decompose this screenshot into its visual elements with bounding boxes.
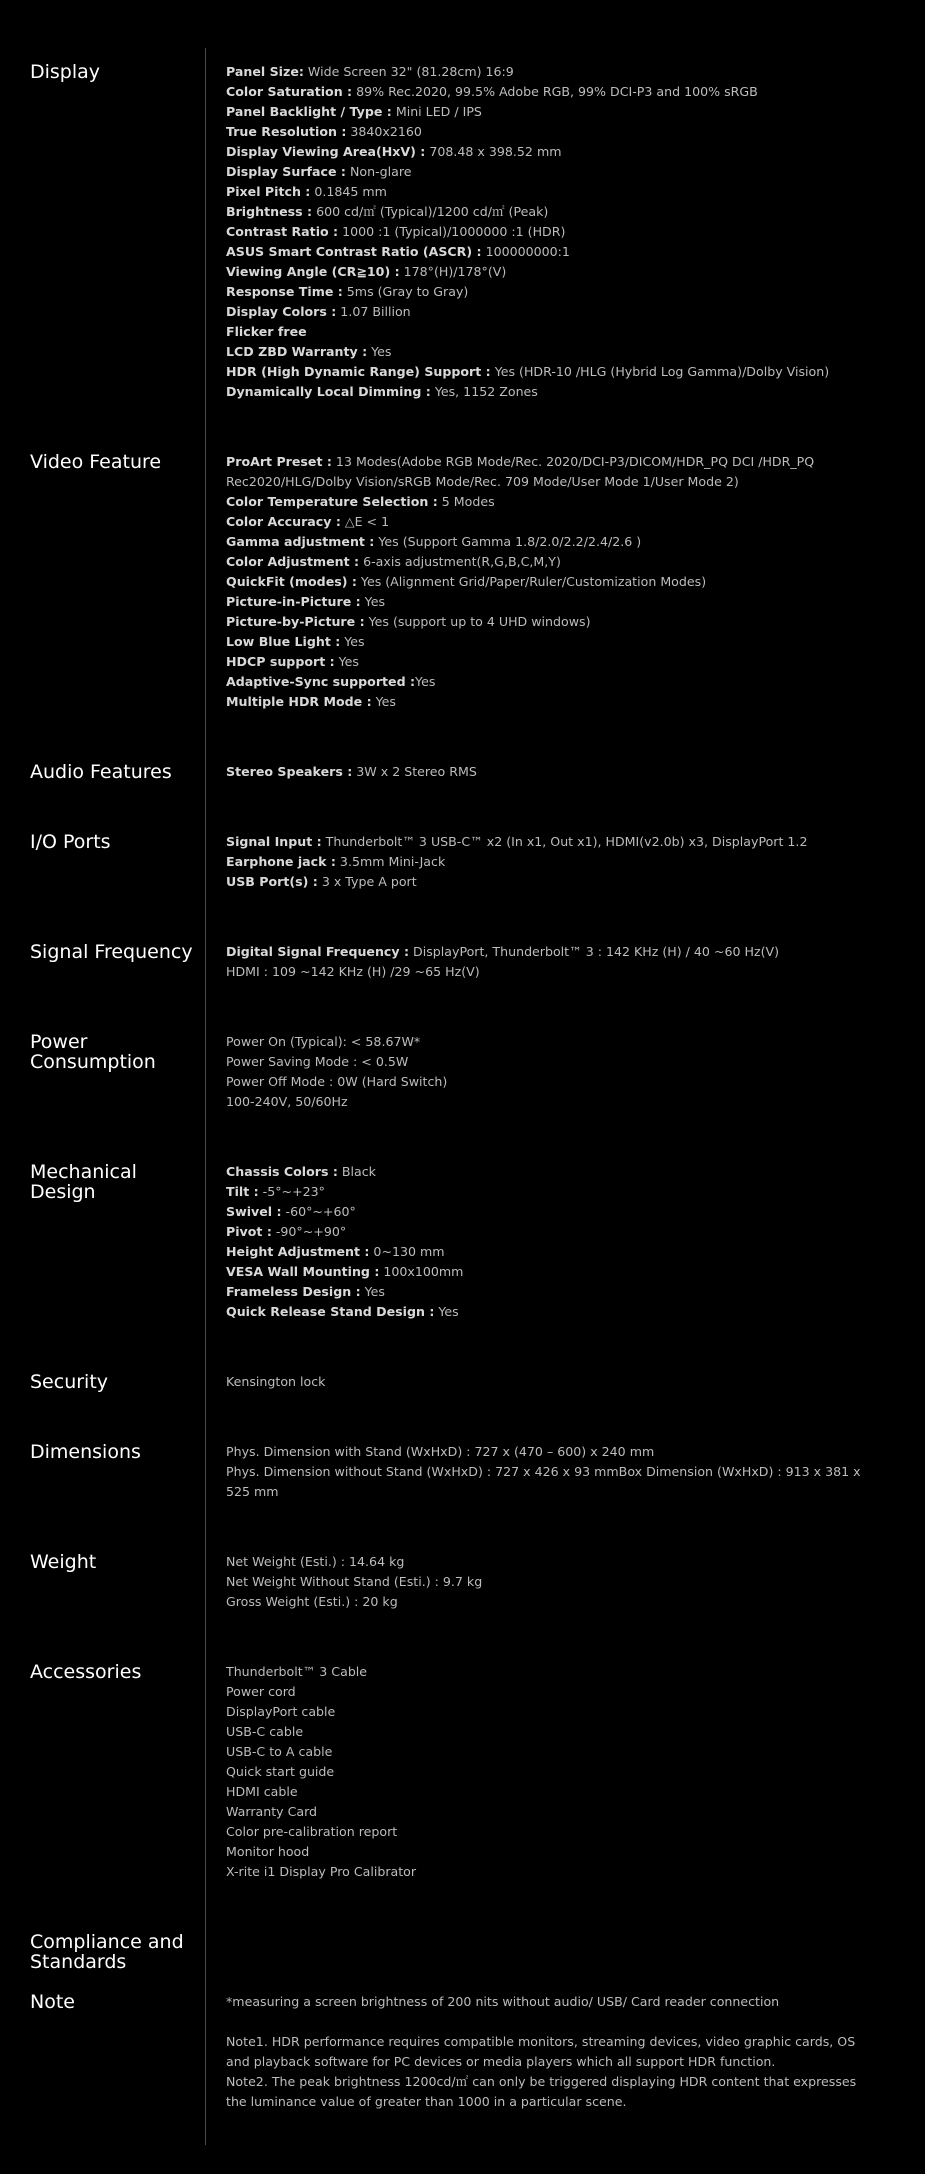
spec-value: X-rite i1 Display Pro Calibrator (226, 1864, 417, 1879)
spec-label: QuickFit (modes) : (226, 574, 357, 589)
spec-value: 3.5mm Mini-Jack (335, 854, 446, 869)
spec-value: Warranty Card (226, 1804, 318, 1819)
spec-label: Picture-in-Picture : (226, 594, 361, 609)
spec-value: 0~130 mm (369, 1244, 445, 1259)
spec-label: Pivot : (226, 1224, 272, 1239)
spec-value: Quick start guide (226, 1764, 335, 1779)
spec-row (226, 1182, 866, 1202)
spec-row (226, 1722, 866, 1742)
spec-row (226, 1442, 866, 1462)
spec-value: Yes (371, 694, 396, 709)
spec-label: Earphone jack : (226, 854, 336, 869)
spec-row (226, 1372, 866, 1392)
spec-value: HDMI : 109 ~142 KHz (H) /29 ~65 Hz(V) (226, 964, 480, 979)
spec-label: ProArt Preset : (226, 454, 332, 469)
spec-row (226, 222, 866, 242)
spec-value: Note1. HDR performance requires compatible monitors, streaming devices, video graphic cards, OS and playback software for PC devices or media players which all support HDR function. (226, 2034, 856, 2069)
spec-row (226, 872, 866, 892)
section-title: Power Consumption (30, 1031, 156, 1073)
spec-value: Net Weight Without Stand (Esti.) : 9.7 kg (226, 1574, 483, 1589)
spec-value: △E < 1 (340, 514, 390, 529)
section-body (226, 1552, 866, 1612)
spec-label: USB Port(s) : (226, 874, 318, 889)
spec-value: Yes (367, 344, 392, 359)
spec-row (226, 82, 866, 102)
section-title: Compliance and Standards (30, 1931, 184, 1973)
section-body (226, 1162, 866, 1322)
spec-label: Gamma adjustment : (226, 534, 375, 549)
spec-value: Yes (334, 654, 359, 669)
spec-value: 5ms (Gray to Gray) (342, 284, 469, 299)
spec-row (226, 322, 866, 342)
spec-row (226, 552, 866, 572)
spec-value: 6-axis adjustment(R,G,B,C,M,Y) (359, 554, 561, 569)
spec-row (226, 1072, 866, 1092)
spec-row (226, 1842, 866, 1862)
section-title: Video Feature (30, 451, 162, 473)
section-title: Security (30, 1371, 109, 1393)
spec-row (226, 1762, 866, 1782)
spec-value: Yes (support up to 4 UHD windows) (364, 614, 591, 629)
spec-row (226, 1032, 866, 1052)
spec-row (226, 2032, 866, 2072)
spec-value: Mini LED / IPS (391, 104, 482, 119)
spec-label: Multiple HDR Mode : (226, 694, 372, 709)
spec-value: 100000000:1 (481, 244, 570, 259)
spec-value: Yes, 1152 Zones (430, 384, 538, 399)
section-body (226, 1442, 866, 1502)
spec-row (226, 612, 866, 632)
spec-value: Gross Weight (Esti.) : 20 kg (226, 1594, 398, 1609)
spec-value: Power Off Mode : 0W (Hard Switch) (226, 1074, 448, 1089)
spec-row (226, 1282, 866, 1302)
section-title: Note (30, 1991, 75, 2013)
spec-value: Yes (Support Gamma 1.8/2.0/2.2/2.4/2.6 ) (374, 534, 642, 549)
section-body (226, 62, 866, 402)
spec-value: 89% Rec.2020, 99.5% Adobe RGB, 99% DCI-P3 and 100% sRGB (352, 84, 758, 99)
spec-row (226, 382, 866, 402)
spec-row (226, 1552, 866, 1572)
spec-value: 1000 :1 (Typical)/1000000 :1 (HDR) (338, 224, 566, 239)
spec-label: VESA Wall Mounting : (226, 1264, 380, 1279)
spec-label: Pixel Pitch : (226, 184, 311, 199)
spec-value: 178°(H)/178°(V) (399, 264, 507, 279)
spec-value: *measuring a screen brightness of 200 nits without audio/ USB/ Card reader connection (226, 1994, 780, 2009)
spec-label: HDR (High Dynamic Range) Support : (226, 364, 491, 379)
spec-row (226, 512, 866, 532)
spec-row (226, 942, 866, 962)
section-body (226, 452, 866, 712)
spec-value: 0.1845 mm (310, 184, 387, 199)
spec-value: -90°~+90° (271, 1224, 347, 1239)
spec-label: Contrast Ratio : (226, 224, 339, 239)
spec-row (226, 342, 866, 362)
spec-value: 600 cd/㎡ (Typical)/1200 cd/㎡ (Peak) (312, 204, 549, 219)
spec-value: HDMI cable (226, 1784, 298, 1799)
spec-row (226, 282, 866, 302)
spec-label: Panel Backlight / Type : (226, 104, 392, 119)
spec-value: 1.07 Billion (336, 304, 411, 319)
spec-value: Power cord (226, 1684, 296, 1699)
spec-row (226, 1222, 866, 1242)
spec-value: Thunderbolt™ 3 Cable (226, 1664, 368, 1679)
section-body (226, 1032, 866, 1112)
section-title: Accessories (30, 1661, 142, 1683)
spec-label: Tilt : (226, 1184, 259, 1199)
spec-row (226, 1662, 866, 1682)
section-title: Weight (30, 1551, 97, 1573)
spec-label: Adaptive-Sync supported : (226, 674, 416, 689)
spec-value: Yes (415, 674, 436, 689)
spec-value: Yes (360, 594, 386, 609)
spec-value: Black (337, 1164, 376, 1179)
spec-row (226, 1592, 866, 1612)
section-body (226, 762, 866, 782)
spec-value: DisplayPort, Thunderbolt™ 3 : 142 KHz (H) / 40 ~60 Hz(V) (409, 944, 780, 959)
spec-row (226, 1682, 866, 1702)
spec-label: Color Saturation : (226, 84, 353, 99)
spec-value: 3 x Type A port (317, 874, 417, 889)
section-body (226, 832, 866, 892)
spec-row (226, 1052, 866, 1072)
spec-label: Signal Input : (226, 834, 322, 849)
spec-row (226, 1162, 866, 1182)
spec-label: Quick Release Stand Design : (226, 1304, 435, 1319)
spec-value: 3W x 2 Stereo RMS (352, 764, 477, 779)
spec-value: Yes (HDR-10 /HLG (Hybrid Log Gamma)/Dolby Vision) (490, 364, 830, 379)
section-title: Display (30, 61, 101, 83)
spec-label: Height Adjustment : (226, 1244, 370, 1259)
spec-label: Low Blue Light : (226, 634, 341, 649)
spec-row (226, 532, 866, 552)
spec-value: Phys. Dimension without Stand (WxHxD) : 727 x 426 x 93 mmBox Dimension (WxHxD) : 913 x 381 x 525 mm (226, 1464, 861, 1499)
spec-label: Stereo Speakers : (226, 764, 353, 779)
section-title: I/O Ports (30, 831, 111, 853)
spec-value: Monitor hood (226, 1844, 310, 1859)
spec-row (226, 492, 866, 512)
spec-value: -5°~+23° (258, 1184, 325, 1199)
spec-row (226, 102, 866, 122)
spec-label: Dynamically Local Dimming : (226, 384, 431, 399)
spec-row (226, 142, 866, 162)
spec-value: USB-C cable (226, 1724, 304, 1739)
spec-label: ASUS Smart Contrast Ratio (ASCR) : (226, 244, 482, 259)
section-body (226, 1372, 866, 1392)
spec-label: Frameless Design : (226, 1284, 361, 1299)
spec-value: 13 Modes(Adobe RGB Mode/Rec. 2020/DCI-P3/DICOM/HDR_PQ DCI /HDR_PQ Rec2020/HLG/Dolby Vision/sRGB Mode/Rec. 709 Mode/User Mode 1/User Mode 2) (226, 454, 815, 489)
section-title: Dimensions (30, 1441, 141, 1463)
spec-row (226, 262, 866, 282)
spec-row (226, 762, 866, 782)
spec-row (226, 1302, 866, 1322)
spec-label: Chassis Colors : (226, 1164, 338, 1179)
spec-row (226, 1202, 866, 1222)
spec-value: DisplayPort cable (226, 1704, 336, 1719)
spec-value: Power Saving Mode : < 0.5W (226, 1054, 409, 1069)
spec-value: Net Weight (Esti.) : 14.64 kg (226, 1554, 405, 1569)
spec-row (226, 1782, 866, 1802)
spec-row (226, 832, 866, 852)
section-title: Signal Frequency (30, 941, 193, 963)
spacer (226, 2012, 866, 2032)
spec-label: Picture-by-Picture : (226, 614, 365, 629)
spec-label: Response Time : (226, 284, 343, 299)
spec-row (226, 302, 866, 322)
spec-row (226, 2072, 866, 2112)
spec-label: Display Surface : (226, 164, 346, 179)
spec-label: Swivel : (226, 1204, 282, 1219)
spec-value: 100x100mm (379, 1264, 464, 1279)
spec-row (226, 632, 866, 652)
spec-row (226, 182, 866, 202)
spec-row (226, 1572, 866, 1592)
spec-label: Digital Signal Frequency : (226, 944, 410, 959)
spec-label: LCD ZBD Warranty : (226, 344, 368, 359)
spec-row (226, 572, 866, 592)
column-divider (205, 48, 206, 2145)
spec-row (226, 62, 866, 82)
spec-row (226, 852, 866, 872)
spec-row (226, 962, 866, 982)
spec-value: 5 Modes (437, 494, 495, 509)
spec-label: Brightness : (226, 204, 313, 219)
spec-label: Viewing Angle (CR≧10) : (226, 264, 400, 279)
spec-row (226, 1742, 866, 1762)
spec-row (226, 452, 866, 492)
spec-row (226, 1702, 866, 1722)
section-title: Audio Features (30, 761, 172, 783)
spec-value: Yes (Alignment Grid/Paper/Ruler/Customization Modes) (356, 574, 707, 589)
spec-value: Kensington lock (226, 1374, 326, 1389)
section-title: Mechanical Design (30, 1161, 137, 1203)
spec-value: Yes (434, 1304, 459, 1319)
spec-value: 100-240V, 50/60Hz (226, 1094, 348, 1109)
spec-value: 708.48 x 398.52 mm (425, 144, 562, 159)
spec-row (226, 362, 866, 382)
spec-row (226, 1862, 866, 1882)
spec-row (226, 162, 866, 182)
section-body (226, 1662, 866, 1882)
spec-label: True Resolution : (226, 124, 347, 139)
spec-row (226, 1262, 866, 1282)
section-body (226, 942, 866, 982)
spec-value: Phys. Dimension with Stand (WxHxD) : 727 x (470 – 600) x 240 mm (226, 1444, 655, 1459)
spec-value: 3840x2160 (346, 124, 422, 139)
spec-value: Yes (340, 634, 365, 649)
section-body (226, 1992, 866, 2112)
spec-value: Non-glare (345, 164, 412, 179)
spec-label: Color Adjustment : (226, 554, 360, 569)
spec-row (226, 202, 866, 222)
spec-label: Panel Size: (226, 64, 304, 79)
spec-label: Display Colors : (226, 304, 337, 319)
spec-row (226, 242, 866, 262)
spec-label: Flicker free (226, 324, 307, 339)
spec-row (226, 1462, 866, 1502)
spec-label: Color Temperature Selection : (226, 494, 438, 509)
spec-value: USB-C to A cable (226, 1744, 333, 1759)
spec-row (226, 1822, 866, 1842)
spec-value: Thunderbolt™ 3 USB-C™ x2 (In x1, Out x1), HDMI(v2.0b) x3, DisplayPort 1.2 (321, 834, 808, 849)
spec-value: Yes (360, 1284, 385, 1299)
spec-row (226, 692, 866, 712)
spec-label: Display Viewing Area(HxV) : (226, 144, 426, 159)
spec-row (226, 1992, 866, 2012)
spec-value: Wide Screen 32" (81.28cm) 16:9 (303, 64, 514, 79)
spec-row (226, 1242, 866, 1262)
spec-value: -60°~+60° (281, 1204, 356, 1219)
spec-row (226, 652, 866, 672)
spec-row (226, 122, 866, 142)
spec-label: Color Accuracy : (226, 514, 341, 529)
spec-row (226, 672, 866, 692)
spec-value: Power On (Typical): < 58.67W* (226, 1034, 421, 1049)
spec-value: Color pre-calibration report (226, 1824, 398, 1839)
spec-row (226, 592, 866, 612)
spec-value: Note2. The peak brightness 1200cd/㎡ can only be triggered displaying HDR content that expresses the luminance value of greater than 1000 in a particular scene. (226, 2074, 857, 2109)
spec-row (226, 1802, 866, 1822)
spec-label: HDCP support : (226, 654, 335, 669)
spec-row (226, 1092, 866, 1112)
